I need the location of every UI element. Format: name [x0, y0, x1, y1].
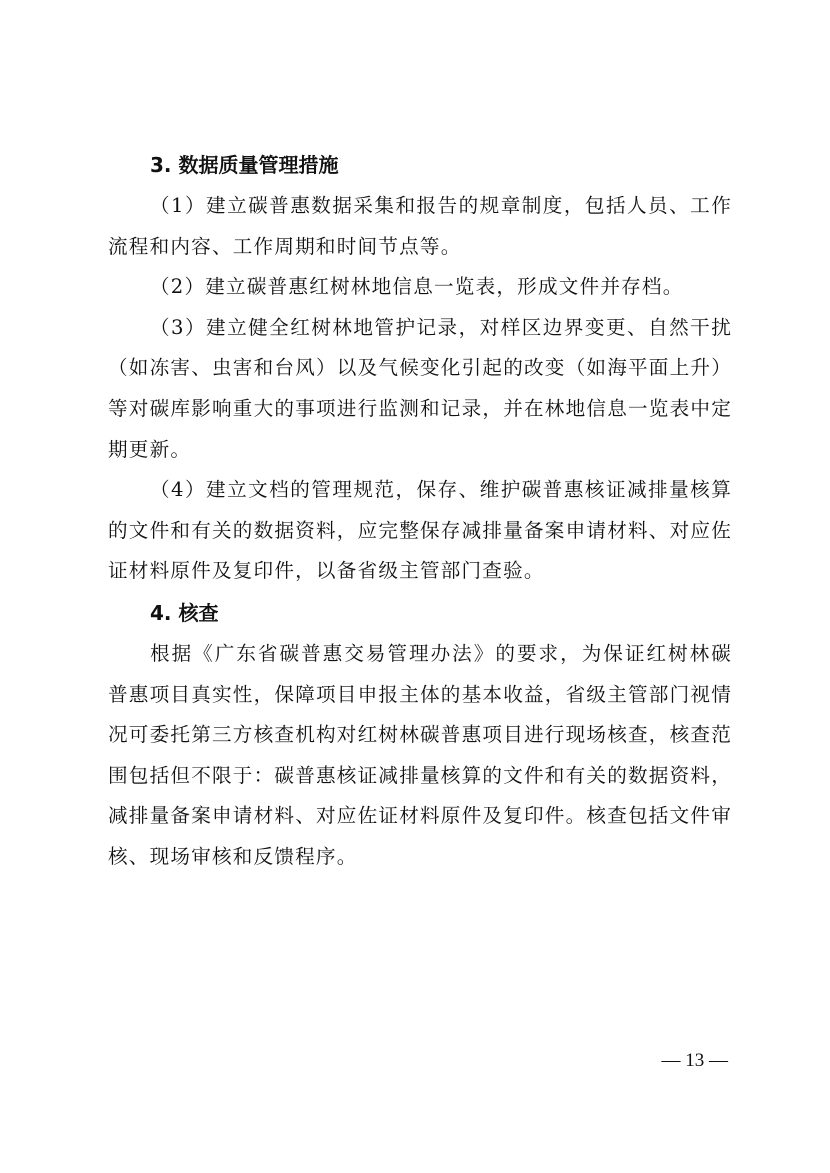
- paragraph: （4）建立文档的管理规范，保存、维护碳普惠核证减排量核算的文件和有关的数据资料，应完整保存减排量备案申请材料、对应佐证材料原件及复印件，以备省级主管部门查验。: [108, 478, 732, 583]
- section-verification: [108, 592, 732, 878]
- paragraph: （2）建立碳普惠红树林地信息一览表，形成文件并存档。: [150, 275, 684, 299]
- paragraph: 根据《广东省碳普惠交易管理办法》的要求，为保证红树林碳普惠项目真实性，保障项目申报主体的基本收益，省级主管部门视情况可委托第三方核查机构对红树林碳普惠项目进行现场核查，核查范围包括但不限于：碳普惠核证减排量核算的文件和有关的数据资料，减排量备案申请材料、对应佐证材料原件及复印件。核查包括文件审核、现场审核和反馈程序。: [108, 641, 732, 868]
- section-data-quality: [108, 144, 732, 592]
- page-number: — 13 —: [661, 1050, 728, 1071]
- paragraph: （1）建立碳普惠数据采集和报告的规章制度，包括人员、工作流程和内容、工作周期和时间节点等。: [108, 194, 732, 258]
- document-body: [108, 144, 732, 878]
- section-heading: 3. 数据质量管理措施: [150, 153, 339, 177]
- section-heading: 4. 核查: [150, 600, 219, 625]
- paragraph: （3）建立健全红树林地管护记录，对样区边界变更、自然干扰（如冻害、虫害和台风）以及气候变化引起的改变（如海平面上升）等对碳库影响重大的事项进行监测和记录，并在林地信息一览表中定期更新。: [108, 315, 732, 461]
